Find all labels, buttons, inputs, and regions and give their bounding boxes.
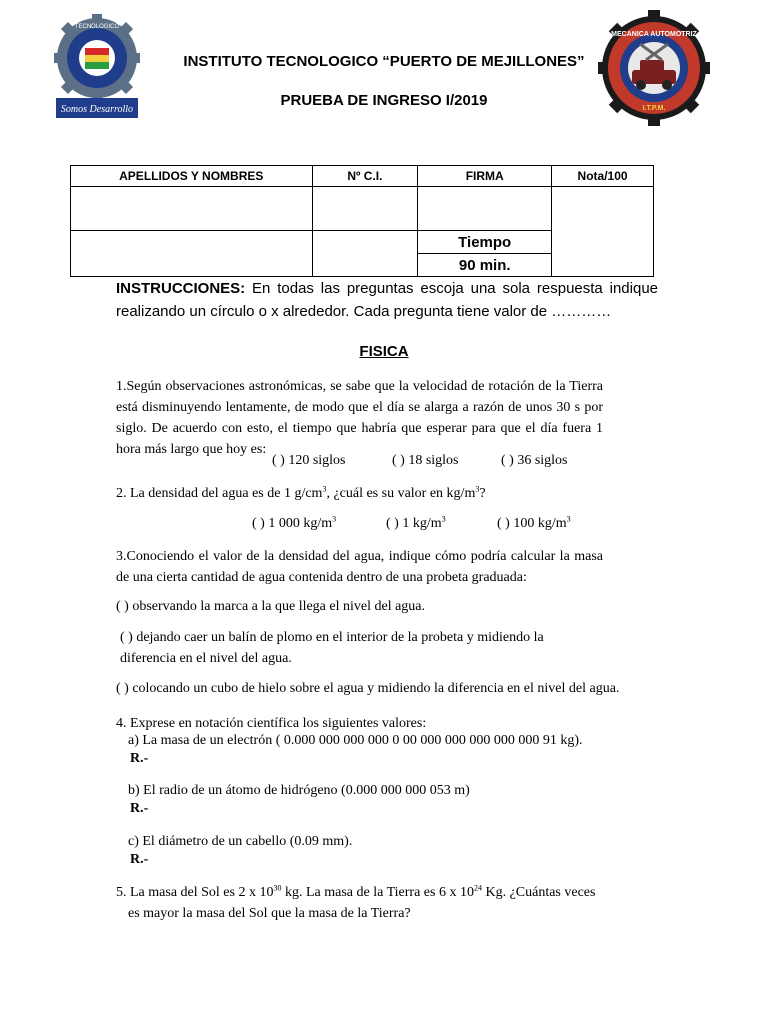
ci-field-2[interactable]: [312, 231, 418, 277]
left-logo-arc-text: TECNOLOGICO: [74, 24, 120, 30]
q3-option-2-line2: diferencia en el nivel del agua.: [120, 651, 292, 666]
student-info-table: [70, 165, 654, 277]
q4-item-b: b) El radio de un átomo de hidrógeno (0.000 000 000 053 m): [128, 783, 470, 798]
question-2-text: 2. La densidad del agua es de 1 $g/cm^3$, ¿cuál es su valor en $kg/m^3$?: [116, 484, 486, 501]
names-field[interactable]: [71, 187, 313, 231]
question-5-line2: es mayor la masa del Sol que la masa de la Tierra?: [128, 906, 411, 921]
q4-item-c: c) El diámetro de un cabello (0.09 mm).: [128, 834, 353, 849]
grade-field[interactable]: [552, 187, 654, 277]
ci-field[interactable]: [312, 187, 418, 231]
header-grade: Nota/100: [552, 166, 654, 187]
institution-title: INSTITUTO TECNOLOGICO “PUERTO DE MEJILLONES”: [183, 53, 585, 70]
question-1-text: 1.Según observaciones astronómicas, se sabe que la velocidad de rotación de la Tierra está disminuyendo lentamente, de modo que el día se alarga a razón de unos 30 s por siglo. De acuerdo con esto, el tiempo que habría que esperar para que el día fuera 1 hora más largo que hoy es:: [116, 379, 603, 457]
q2-option-2[interactable]: ( ) 1 $kg/m^3$: [386, 514, 446, 531]
instructions-text: En todas las preguntas escoja una sola respuesta indique realizando un círculo o x alrededor. Cada pregunta tiene valor de …………: [116, 280, 658, 320]
exam-title: PRUEBA DE INGRESO I/2019: [280, 92, 488, 109]
question-4-text: 4. Exprese en notación científica los siguientes valores:: [116, 716, 427, 731]
q2-option-1[interactable]: ( ) 1 000 $kg/m^3$: [252, 514, 337, 531]
q3-option-2-line1[interactable]: ( ) dejando caer un balín de plomo en el interior de la probeta y midiendo la: [120, 630, 544, 645]
q1-option-3[interactable]: ( ) 36 siglos: [501, 453, 568, 468]
q2-option-3[interactable]: ( ) 100 $kg/m^3$: [497, 514, 571, 531]
q1-option-1[interactable]: ( ) 120 siglos: [272, 453, 346, 468]
q4-answer-a[interactable]: R.-: [130, 751, 149, 766]
q1-option-2[interactable]: ( ) 18 siglos: [392, 453, 459, 468]
section-title: FISICA: [359, 343, 409, 360]
header-ci: Nº C.I.: [312, 166, 418, 187]
q4-item-a: a) La masa de un electrón ( 0.000 000 000 000 0 00 000 000 000 000 000 91 kg).: [128, 733, 583, 748]
time-value: 90 min.: [418, 254, 552, 277]
q4-answer-c[interactable]: R.-: [130, 852, 149, 867]
right-logo-bottom: I.T.P.M.: [642, 105, 666, 112]
q3-option-3[interactable]: ( ) colocando un cubo de hielo sobre el agua y midiendo la diferencia en el nivel del agua.: [116, 681, 620, 696]
instructions: [116, 277, 658, 323]
names-field-2[interactable]: [71, 231, 313, 277]
q4-answer-b[interactable]: R.-: [130, 801, 149, 816]
instructions-label: INSTRUCCIONES:: [116, 280, 246, 297]
question-5-line1: 5. La masa del Sol es 2 x $10^{30}$ kg. La masa de la Tierra es 6 x $10^{24}$ Kg. ¿Cuántas veces: [116, 883, 596, 900]
header-names: APELLIDOS Y NOMBRES: [71, 166, 313, 187]
left-logo-banner: Somos Desarrollo: [60, 104, 134, 115]
header-signature: FIRMA: [418, 166, 552, 187]
question-3-text: 3.Conociendo el valor de la densidad del agua, indique cómo podría calcular la masa de una cierta cantidad de agua contenida dentro de una probeta graduada:: [116, 549, 603, 585]
time-label: Tiempo: [418, 231, 552, 254]
right-logo-arc-text: MECANICA AUTOMOTRIZ: [611, 31, 697, 38]
signature-field[interactable]: [418, 187, 552, 231]
q3-option-1[interactable]: ( ) observando la marca a la que llega el nivel del agua.: [116, 599, 426, 614]
